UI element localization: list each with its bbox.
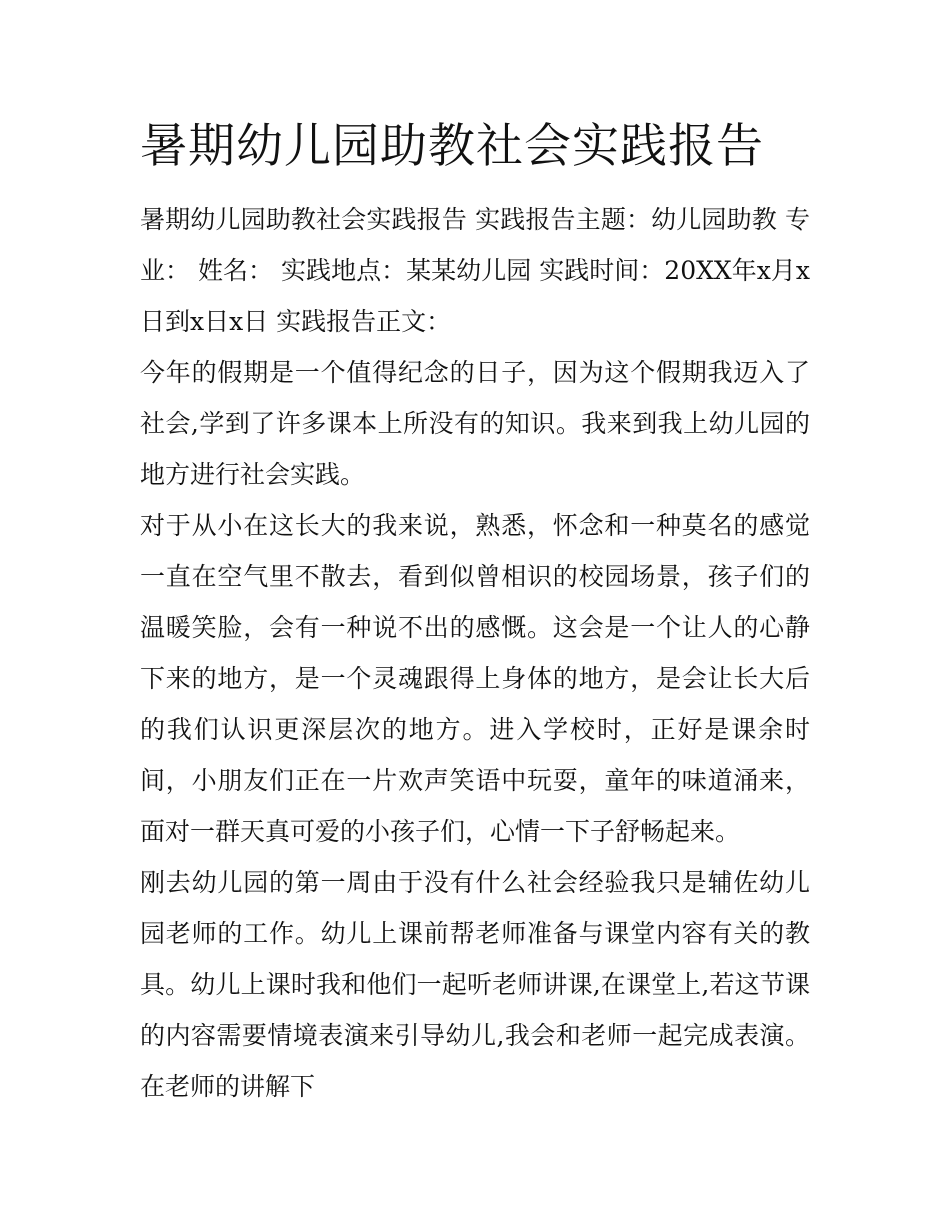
paragraph-first-week: 刚去幼儿园的第一周由于没有什么社会经验我只是辅佐幼儿园老师的工作。幼儿上课前帮老师准备与课堂内容有关的教具。幼儿上课时我和他们一起听老师讲课,在课堂上,若这节课的内容需要情境表演来引导幼儿,我会和老师一起完成表演。在老师的讲解下 xyxy=(140,868,810,1101)
paragraph-intro: 今年的假期是一个值得纪念的日子，因为这个假期我迈入了社会,学到了许多课本上所没有的知识。我来到我上幼儿园的地方进行社会实践。 xyxy=(140,358,810,489)
document-page xyxy=(140,112,810,1112)
paragraph-header-info: 暑期幼儿园助教社会实践报告 实践报告主题：幼儿园助教 专业： 姓名： 实践地点：某某幼儿园 实践时间：20XX年x月x日到x日x日 实践报告正文： xyxy=(140,205,810,336)
document-title: 暑期幼儿园助教社会实践报告 xyxy=(140,119,764,174)
paragraph-impressions: 对于从小在这长大的我来说，熟悉，怀念和一种莫名的感觉一直在空气里不散去，看到似曾相识的校园场景，孩子们的温暖笑脸，会有一种说不出的感慨。这会是一个让人的心静下来的地方，是一个灵魂跟得上身体的地方，是会让长大后的我们认识更深层次的地方。进入学校时，正好是课余时间，小朋友们正在一片欢声笑语中玩耍，童年的味道涌来，面对一群天真可爱的小孩子们，心情一下子舒畅起来。 xyxy=(140,511,810,846)
